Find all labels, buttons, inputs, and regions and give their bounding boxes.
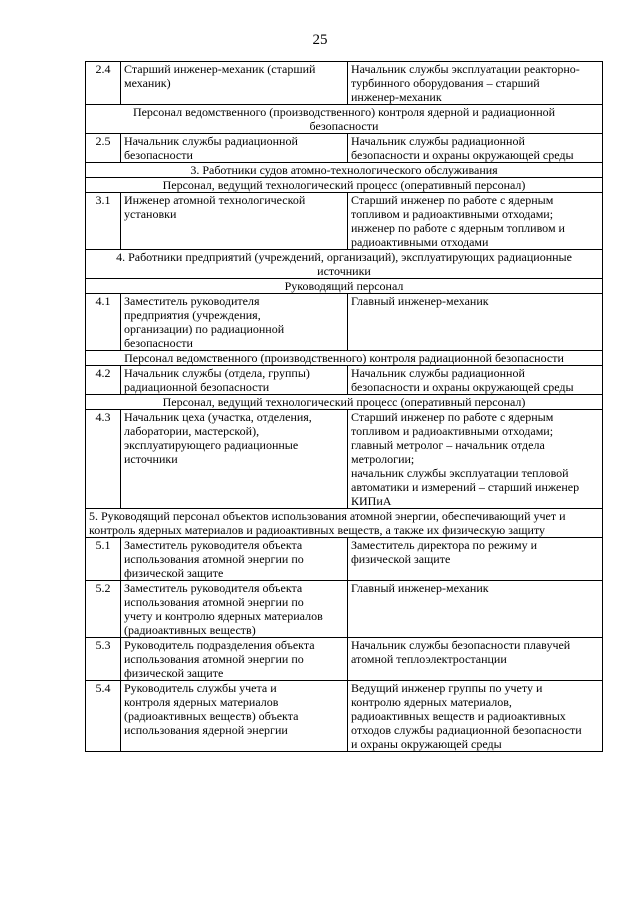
- section-heading: Руководящий персонал: [86, 279, 603, 294]
- section-row: [86, 178, 603, 193]
- table-row: [86, 681, 603, 752]
- table-body: [86, 62, 603, 752]
- section-row: [86, 250, 603, 279]
- position-title: Начальник службы (отдела, группы) радиационной безопасности: [121, 366, 348, 395]
- section-row: [86, 163, 603, 178]
- table-row: [86, 581, 603, 638]
- table-row: [86, 366, 603, 395]
- page-number: 25: [312, 32, 328, 48]
- section-heading: Персонал, ведущий технологический процесс (оперативный персонал): [86, 178, 603, 193]
- section-heading: 4. Работники предприятий (учреждений, организаций), эксплуатирующих радиационные источники: [86, 250, 603, 279]
- table-row: [86, 638, 603, 681]
- item-number: 5.3: [86, 638, 121, 681]
- item-number: 4.1: [86, 294, 121, 351]
- equivalent-position: Начальник службы радиационной безопасности и охраны окружающей среды: [348, 134, 603, 163]
- equivalent-position: Главный инженер-механик: [348, 581, 603, 638]
- table-row: [86, 294, 603, 351]
- section-heading: 3. Работники судов атомно-технологического обслуживания: [86, 163, 603, 178]
- section-heading: Персонал, ведущий технологический процесс (оперативный персонал): [86, 395, 603, 410]
- item-number: 3.1: [86, 193, 121, 250]
- item-number: 5.4: [86, 681, 121, 752]
- position-title: Заместитель руководителя предприятия (учреждения, организации) по радиационной безопасности: [121, 294, 348, 351]
- equivalent-position: Старший инженер по работе с ядерным топливом и радиоактивными отходами; главный метролог – начальник отдела метрологии; начальник службы эксплуатации тепловой автоматики и измерений – старший инженер КИПиА: [348, 410, 603, 509]
- item-number: 2.5: [86, 134, 121, 163]
- position-title: Инженер атомной технологической установки: [121, 193, 348, 250]
- section-row: [86, 279, 603, 294]
- equivalent-position: Начальник службы эксплуатации реакторно- турбинного оборудования – старший инженер-механик: [348, 62, 603, 105]
- equivalent-position: Главный инженер-механик: [348, 294, 603, 351]
- item-number: 5.1: [86, 538, 121, 581]
- table-row: [86, 193, 603, 250]
- item-number: 4.3: [86, 410, 121, 509]
- position-title: Начальник цеха (участка, отделения, лаборатории, мастерской), эксплуатирующего радиационные источники: [121, 410, 348, 509]
- table-row: [86, 134, 603, 163]
- position-title: Заместитель руководителя объекта использования атомной энергии по физической защите: [121, 538, 348, 581]
- item-number: 2.4: [86, 62, 121, 105]
- section-heading: Персонал ведомственного (производственного) контроля ядерной и радиационной безопасности: [86, 105, 603, 134]
- equivalent-position: Заместитель директора по режиму и физической защите: [348, 538, 603, 581]
- position-title: Заместитель руководителя объекта использования атомной энергии по учету и контролю ядерных материалов (радиоактивных веществ): [121, 581, 348, 638]
- table-row: [86, 410, 603, 509]
- section-row: [86, 351, 603, 366]
- equivalent-position: Начальник службы радиационной безопасности и охраны окружающей среды: [348, 366, 603, 395]
- position-title: Старший инженер-механик (старший механик): [121, 62, 348, 105]
- table-row: [86, 538, 603, 581]
- section-row: [86, 509, 603, 538]
- equivalent-position: Старший инженер по работе с ядерным топливом и радиоактивными отходами; инженер по работе с ядерным топливом и радиоактивными отходами: [348, 193, 603, 250]
- item-number: 4.2: [86, 366, 121, 395]
- section-heading: Персонал ведомственного (производственного) контроля радиационной безопасности: [86, 351, 603, 366]
- section-row: [86, 395, 603, 410]
- table-row: [86, 62, 603, 105]
- equivalent-position: Начальник службы безопасности плавучей атомной теплоэлектростанции: [348, 638, 603, 681]
- item-number: 5.2: [86, 581, 121, 638]
- equivalent-position: Ведущий инженер группы по учету и контролю ядерных материалов, радиоактивных веществ и радиоактивных отходов службы радиационной безопасности и охраны окружающей среды: [348, 681, 603, 752]
- section-heading: 5. Руководящий персонал объектов использования атомной энергии, обеспечивающий учет и контроль ядерных материалов и радиоактивных веществ, а также их физическую защиту: [86, 509, 603, 538]
- positions-table: [85, 61, 603, 752]
- position-title: Руководитель подразделения объекта использования атомной энергии по физической защите: [121, 638, 348, 681]
- position-title: Руководитель службы учета и контроля ядерных материалов (радиоактивных веществ) объекта использования ядерной энергии: [121, 681, 348, 752]
- position-title: Начальник службы радиационной безопасности: [121, 134, 348, 163]
- section-row: [86, 105, 603, 134]
